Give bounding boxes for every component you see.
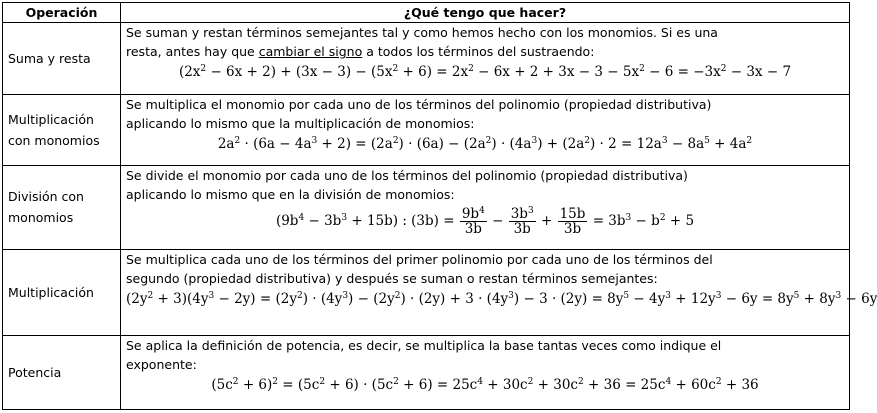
- table-row: [3, 23, 850, 95]
- operation-name: Suma y resta: [3, 23, 121, 95]
- description-line: Se divide el monomio por cada uno de los términos del polinomio (propiedad distributiva): [126, 168, 688, 184]
- description-line: Se suman y restan términos semejantes tal y como hemos hecho con los monomios. Si es una: [126, 25, 718, 41]
- description-line: Se multiplica cada uno de los términos del primer polinomio por cada uno de los términos del: [126, 251, 713, 267]
- description-line: Se multiplica el monomio por cada uno de los términos del polinomio (propiedad distributiva): [126, 97, 712, 113]
- header-operacion: Operación: [3, 3, 121, 23]
- formula-potencia: $(5c^2 + 6)^2 = (5c^2 + 6) \cdot (5c^2 + 6) = 25c^4 + 30c^2 + 30c^2 + 36 = 25c^4 + 60c^2 + 36$: [211, 376, 759, 393]
- table-row: [3, 95, 850, 166]
- operation-name: División con monomios: [3, 166, 121, 249]
- operation-name: Potencia: [3, 335, 121, 409]
- operation-description: [121, 166, 850, 249]
- header-que-hacer: ¿Qué tengo que hacer?: [121, 3, 850, 23]
- description-line: Se aplica la definición de potencia, es decir, se multiplica la base tantas veces como indique el: [126, 337, 722, 353]
- formula-suma-resta: $(2x^2 - 6x + 2) + (3x - 3) - (5x^2 + 6) = 2x^2 - 6x + 2 + 3x - 3 - 5x^2 - 6 = -3x^2 - 3x - 7$: [178, 64, 792, 81]
- description-line: aplicando lo mismo que la multiplicación de monomios:: [126, 116, 475, 132]
- description-text: a todos los términos del sustraendo:: [362, 44, 595, 60]
- formula-division-monomios: $(9b^4 - 3b^3 + 15b)$ : (3b) = $\frac{9b^4}{3b}$ − $\frac{3b^3}{3b}$ + $\frac{15b}{3b}$ = $3b^3 - b^2 + 5$: [275, 206, 695, 238]
- description-line: exponente:: [126, 356, 197, 372]
- operation-description: [121, 335, 850, 409]
- header-row: [3, 3, 850, 23]
- operation-description: [121, 95, 850, 166]
- description-line: aplicando lo mismo que en la división de monomios:: [126, 187, 455, 203]
- operations-table: [2, 2, 877, 410]
- table-row: [3, 249, 850, 335]
- operation-name: Multiplicación con monomios: [3, 95, 121, 166]
- table-row: [3, 335, 850, 409]
- operation-description: [121, 23, 850, 95]
- table-row: [3, 166, 850, 249]
- formula-multiplicacion-monomios: $2a^2 \cdot (6a - 4a^3 + 2) = (2a^2) \cdot (6a) - (2a^2) \cdot (4a^3) + (2a^2) \cdot 2 = 12a^3 - 8a^5 + 4a^2$: [217, 136, 753, 153]
- description-line: [126, 42, 844, 61]
- operation-name: Multiplicación: [3, 249, 121, 335]
- operation-description: [121, 249, 877, 335]
- formula-multiplicacion: $(2y^2 + 3)(4y^3 - 2y) = (2y^2) \cdot (4y^3) - (2y^2) \cdot (2y) + 3 \cdot (4y^3) - 3 \cdot (2y) = 8y^5 - 4y^3 + 12y^3 - 6y = 8y^5 + 8y^3 - 6y$: [126, 290, 877, 307]
- description-line: segundo (propiedad distributiva) y después se suman o restan términos semejantes:: [126, 270, 658, 286]
- description-text: resta, antes hay que: [126, 44, 259, 60]
- cambiar-el-signo-link[interactable]: cambiar el signo: [258, 44, 363, 60]
